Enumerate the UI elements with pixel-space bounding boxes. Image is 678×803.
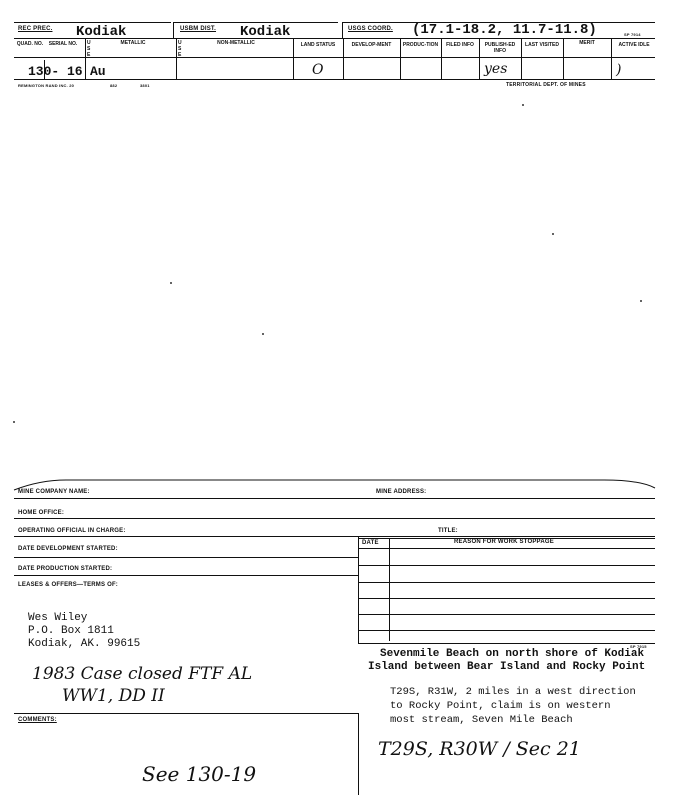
col-use-nonmetallic: U S E: [178, 40, 182, 58]
rec-prec-label: REC PREC.: [18, 26, 53, 32]
rule: [14, 57, 655, 58]
col-metallic: METALLIC: [120, 40, 146, 46]
mine-address-label: MINE ADDRESS:: [376, 489, 427, 495]
location-desc-line-1: T29S, R31W, 2 miles in a west direction: [390, 686, 636, 698]
divider: [358, 713, 359, 795]
rule: [14, 575, 358, 576]
reason-column-label: REASON FOR WORK STOPPAGE: [454, 539, 554, 545]
rule: [14, 38, 655, 39]
col-serial-no: SERIAL NO.: [48, 41, 78, 47]
operating-official-label: OPERATING OFFICIAL IN CHARGE:: [18, 528, 126, 534]
speck: [13, 421, 15, 423]
divider: [563, 38, 564, 79]
col-development: DEVELOP-MENT: [351, 42, 392, 48]
divider: [173, 22, 174, 38]
location-title-line-2: Island between Bear Island and Rocky Point: [368, 661, 646, 673]
rule: [14, 536, 655, 537]
date-column-label: DATE: [362, 540, 379, 546]
card-top-edge: [0, 474, 678, 494]
rec-prec-value: Kodiak: [76, 24, 127, 40]
footer-number-2: 3801: [140, 83, 150, 88]
divider: [389, 538, 390, 641]
rule: [358, 582, 655, 583]
rule: [358, 548, 655, 549]
rule: [358, 630, 655, 631]
location-desc-line-2: to Rocky Point, claim is on western: [390, 700, 611, 712]
divider: [611, 38, 612, 79]
published-info-value: yes: [484, 61, 508, 77]
col-use-metallic: U S E: [87, 40, 91, 58]
speck: [552, 233, 554, 235]
footer-printer: REMINGTON RAND INC. 20: [18, 83, 75, 88]
rule: [358, 565, 655, 566]
divider: [521, 38, 522, 79]
col-non-metallic: NON-METALLIC: [217, 40, 255, 46]
title-label: TITLE:: [438, 528, 458, 534]
mine-company-name-label: MINE COMPANY NAME:: [18, 489, 90, 495]
speck: [170, 282, 172, 284]
land-status-value: O: [312, 62, 324, 78]
rule: [14, 713, 358, 714]
rule: [358, 614, 655, 615]
rule: [14, 498, 655, 499]
col-published-info: PUBLISH-ED INFO: [484, 42, 516, 54]
rule: [358, 598, 655, 599]
home-office-label: HOME OFFICE:: [18, 510, 65, 516]
owner-city: Kodiak, AK. 99615: [28, 638, 141, 650]
divider: [343, 38, 344, 79]
location-title-line-1: Sevenmile Beach on north shore of Kodiak: [380, 648, 645, 660]
usbm-dist-value: Kodiak: [240, 24, 291, 40]
date-production-label: DATE PRODUCTION STARTED:: [18, 566, 113, 572]
col-land-status: LAND STATUS: [300, 42, 336, 48]
location-desc-line-3: most stream, Seven Mile Beach: [390, 714, 573, 726]
handwritten-note-initials: WW1, DD II: [62, 686, 165, 706]
speck: [522, 104, 524, 106]
owner-po-box: P.O. Box 1811: [28, 625, 114, 637]
footer-number-1: 882: [110, 83, 118, 88]
location-handwritten: T29S, R30W / Sec 21: [378, 738, 581, 760]
col-active-idle: ACTIVE IDLE: [618, 42, 650, 48]
form-number: SP 7914: [624, 32, 641, 37]
divider: [176, 38, 177, 79]
rule: [14, 518, 655, 519]
date-development-label: DATE DEVELOPMENT STARTED:: [18, 546, 118, 552]
usbm-dist-label: USBM DIST.: [180, 26, 217, 32]
form-number-bottom: SP 7915: [630, 644, 647, 649]
quad-serial-value: 130- 16: [28, 64, 83, 79]
rule: [14, 79, 655, 80]
divider: [342, 22, 343, 38]
divider: [479, 38, 480, 79]
usgs-coord-label: USGS COORD.: [348, 26, 393, 32]
divider: [441, 38, 442, 79]
rule: [14, 557, 358, 558]
divider: [85, 38, 86, 79]
col-quad-no: QUAD. NO.: [16, 41, 44, 47]
speck: [640, 300, 642, 302]
col-filed-info: FILED INFO: [446, 42, 474, 48]
col-merit: MERIT: [579, 40, 595, 46]
rule: [358, 643, 655, 644]
comments-handwritten: See 130-19: [142, 762, 257, 786]
comments-label: COMMENTS:: [18, 717, 57, 723]
metallic-value: Au: [90, 64, 106, 79]
col-production: PRODUC-TION: [402, 42, 439, 48]
handwritten-note-case-closed: 1983 Case closed FTF AL: [32, 664, 253, 684]
divider: [293, 38, 294, 79]
rule: [173, 22, 338, 23]
speck: [262, 333, 264, 335]
divider: [400, 38, 401, 79]
footer-department: TERRITORIAL DEPT. OF MINES: [506, 82, 586, 88]
rule: [14, 22, 171, 23]
active-idle-value: ): [616, 62, 622, 78]
divider: [358, 536, 359, 643]
owner-name: Wes Wiley: [28, 612, 88, 624]
divider: [44, 60, 45, 79]
usgs-coord-value: (17.1-18.2, 11.7-11.8): [412, 22, 597, 38]
col-last-visited: LAST VISITED: [525, 42, 559, 48]
leases-label: LEASES & OFFERS—TERMS OF:: [18, 582, 119, 588]
